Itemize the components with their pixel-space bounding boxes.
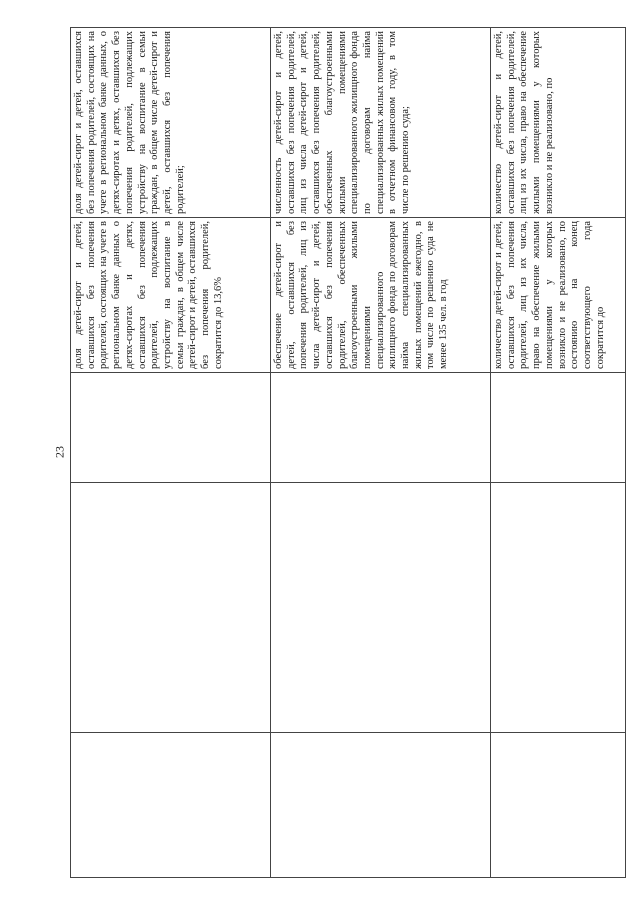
program-indicators-table (70, 27, 626, 878)
empty-cell (271, 373, 491, 483)
target-cell: количество детей-сирот и детей, оставшихся без попечения родителей, лиц из их числа, право на обеспечение жилыми помещениями у которых возникло и не реализовано, по состоянию на конец соответствующего года сократится до (491, 218, 626, 373)
page-number: 23 (52, 446, 67, 458)
target-cell: доля детей-сирот и детей, оставшихся без попечения родителей, состоящих на учете в региональном банке данных о детях-сиротах и детях, оставшихся без попечения родителей, подлежащих устройству на воспитание в семьи граждан, в общем числе детей-сирот и детей, оставшихся без попечения родителей, сократится до 13,6% (71, 218, 271, 373)
indicator-cell: численность детей-сирот и детей, оставшихся без попечения родителей, лиц из числа детей-сирот и детей, оставшихся без попечения родителей, обеспеченных благоустроенными жилыми помещениями специализированного жилищного фонда по договорам найма специализированных жилых помещений в отчетном финансовом году, в том числе по решению суда; (271, 28, 491, 218)
empty-cell (491, 733, 626, 878)
empty-cell (491, 373, 626, 483)
empty-cell (71, 483, 271, 733)
indicator-cell: доля детей-сирот и детей, оставшихся без попечения родителей, состоящих на учете в региональном банке данных, о детях-сиротах и детях, оставшихся без попечения родителей, подлежащих устройству на воспитание в семьи граждан, в общем числе детей-сирот и детей, оставшихся без попечения родителей; (71, 28, 271, 218)
indicator-cell: количество детей-сирот и детей, оставшихся без попечения родителей, лиц из их числа, право на обеспечение жилыми помещениями у которых возникло и не реализовано, по (491, 28, 626, 218)
empty-cell (271, 483, 491, 733)
empty-cell (71, 373, 271, 483)
empty-cell (71, 733, 271, 878)
table-row (71, 28, 271, 878)
table-row (491, 28, 626, 878)
empty-cell (271, 733, 491, 878)
rotated-table-container (70, 28, 625, 878)
empty-cell (491, 483, 626, 733)
table-row (271, 28, 491, 878)
target-cell: обеспечение детей-сирот и детей, оставшихся без попечения родителей, лиц из числа детей-сирот и детей, оставшихся без попечения родителей, обеспеченных благоустроенными жилыми помещениями специализированного жилищного фонда по договорам найма специализированных жилых помещений ежегодно, в том числе по решению суда не менее 135 чел. в год (271, 218, 491, 373)
